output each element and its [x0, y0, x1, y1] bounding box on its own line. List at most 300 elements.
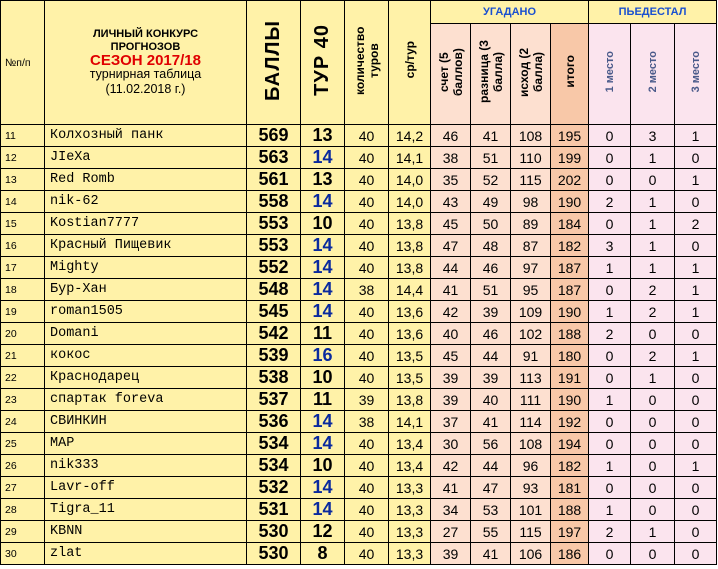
rounds-cell: 40 [345, 191, 389, 213]
rank-cell: 11 [1, 125, 45, 147]
participant-name: СВИНКИН [45, 411, 247, 433]
tour-cell: 14 [301, 477, 345, 499]
place3-cell: 0 [675, 147, 717, 169]
outcome-cell: 102 [511, 323, 551, 345]
diff-cell: 39 [471, 367, 511, 389]
table-row [1, 477, 717, 499]
place3-cell: 1 [675, 279, 717, 301]
tour-cell: 14 [301, 147, 345, 169]
place2-cell: 1 [631, 367, 675, 389]
table-row [1, 213, 717, 235]
place3-cell: 0 [675, 543, 717, 565]
place2-cell: 1 [631, 213, 675, 235]
place3-cell: 0 [675, 433, 717, 455]
table-row [1, 279, 717, 301]
avg-cell: 13,3 [389, 499, 431, 521]
avg-cell: 14,0 [389, 169, 431, 191]
participant-name: JIеXа [45, 147, 247, 169]
place3-cell: 0 [675, 499, 717, 521]
date-label: (11.02.2018 г.) [105, 82, 186, 96]
place1-cell: 1 [589, 257, 631, 279]
avg-cell: 14,1 [389, 147, 431, 169]
table-row [1, 411, 717, 433]
score-cell: 45 [431, 213, 471, 235]
participant-name: Красный Пищевик [45, 235, 247, 257]
avg-cell: 13,4 [389, 455, 431, 477]
outcome-cell: 108 [511, 125, 551, 147]
place2-cell: 0 [631, 455, 675, 477]
diff-cell: 51 [471, 279, 511, 301]
score-cell: 41 [431, 477, 471, 499]
rounds-cell: 40 [345, 455, 389, 477]
score-cell: 27 [431, 521, 471, 543]
col-rounds-header: количество туров [345, 1, 389, 125]
tour-cell: 10 [301, 213, 345, 235]
avg-cell: 13,3 [389, 543, 431, 565]
avg-cell: 13,8 [389, 213, 431, 235]
tour-cell: 14 [301, 257, 345, 279]
outcome-cell: 98 [511, 191, 551, 213]
col-total-header: итого [551, 24, 589, 125]
place1-cell: 1 [589, 455, 631, 477]
outcome-cell: 115 [511, 169, 551, 191]
participant-name: Колхозный панк [45, 125, 247, 147]
rounds-cell: 40 [345, 257, 389, 279]
place1-cell: 0 [589, 125, 631, 147]
outcome-cell: 111 [511, 389, 551, 411]
points-cell: 530 [247, 521, 301, 543]
tour-cell: 10 [301, 455, 345, 477]
tour-cell: 14 [301, 235, 345, 257]
place3-cell: 0 [675, 389, 717, 411]
total-cell: 192 [551, 411, 589, 433]
place1-cell: 2 [589, 323, 631, 345]
place3-cell: 2 [675, 213, 717, 235]
score-cell: 34 [431, 499, 471, 521]
points-cell: 530 [247, 543, 301, 565]
score-cell: 39 [431, 367, 471, 389]
points-cell: 531 [247, 499, 301, 521]
rank-cell: 19 [1, 301, 45, 323]
rank-cell: 21 [1, 345, 45, 367]
place2-cell: 2 [631, 301, 675, 323]
points-cell: 538 [247, 367, 301, 389]
outcome-cell: 113 [511, 367, 551, 389]
diff-cell: 53 [471, 499, 511, 521]
score-cell: 38 [431, 147, 471, 169]
tour-cell: 13 [301, 169, 345, 191]
table-row [1, 323, 717, 345]
diff-cell: 49 [471, 191, 511, 213]
outcome-cell: 96 [511, 455, 551, 477]
place2-cell: 1 [631, 147, 675, 169]
rank-cell: 12 [1, 147, 45, 169]
rank-cell: 13 [1, 169, 45, 191]
score-cell: 40 [431, 323, 471, 345]
place3-cell: 0 [675, 411, 717, 433]
outcome-cell: 93 [511, 477, 551, 499]
score-cell: 42 [431, 301, 471, 323]
total-cell: 180 [551, 345, 589, 367]
outcome-cell: 109 [511, 301, 551, 323]
season-label: СЕЗОН 2017/18 [90, 52, 201, 69]
place2-cell: 1 [631, 257, 675, 279]
place1-cell: 2 [589, 521, 631, 543]
total-cell: 199 [551, 147, 589, 169]
participant-name: Mighty [45, 257, 247, 279]
place1-cell: 0 [589, 213, 631, 235]
outcome-cell: 91 [511, 345, 551, 367]
score-cell: 35 [431, 169, 471, 191]
avg-cell: 13,6 [389, 323, 431, 345]
tour-cell: 11 [301, 389, 345, 411]
points-cell: 542 [247, 323, 301, 345]
avg-cell: 14,0 [389, 191, 431, 213]
place2-cell: 2 [631, 345, 675, 367]
col-place2-header: 2 место [631, 24, 675, 125]
table-row [1, 367, 717, 389]
rounds-cell: 40 [345, 499, 389, 521]
score-cell: 47 [431, 235, 471, 257]
rounds-cell: 40 [345, 235, 389, 257]
rounds-cell: 40 [345, 213, 389, 235]
outcome-cell: 110 [511, 147, 551, 169]
place3-cell: 1 [675, 455, 717, 477]
tour-cell: 14 [301, 499, 345, 521]
diff-cell: 51 [471, 147, 511, 169]
points-cell: 539 [247, 345, 301, 367]
rank-cell: 14 [1, 191, 45, 213]
outcome-cell: 106 [511, 543, 551, 565]
place1-cell: 0 [589, 543, 631, 565]
rounds-cell: 40 [345, 521, 389, 543]
outcome-cell: 115 [511, 521, 551, 543]
diff-cell: 46 [471, 257, 511, 279]
place2-cell: 2 [631, 279, 675, 301]
avg-cell: 14,2 [389, 125, 431, 147]
diff-cell: 48 [471, 235, 511, 257]
rank-cell: 30 [1, 543, 45, 565]
total-cell: 181 [551, 477, 589, 499]
participant-name: MAP [45, 433, 247, 455]
place2-cell: 0 [631, 411, 675, 433]
rounds-cell: 40 [345, 345, 389, 367]
total-cell: 195 [551, 125, 589, 147]
score-cell: 41 [431, 279, 471, 301]
table-row [1, 125, 717, 147]
rounds-cell: 40 [345, 169, 389, 191]
place3-cell: 1 [675, 301, 717, 323]
place1-cell: 0 [589, 411, 631, 433]
rounds-cell: 40 [345, 543, 389, 565]
rank-cell: 17 [1, 257, 45, 279]
diff-cell: 41 [471, 411, 511, 433]
avg-cell: 13,8 [389, 389, 431, 411]
rounds-cell: 40 [345, 323, 389, 345]
table-row [1, 169, 717, 191]
rank-cell: 20 [1, 323, 45, 345]
participant-name: Краснодарец [45, 367, 247, 389]
tour-cell: 14 [301, 191, 345, 213]
place3-cell: 1 [675, 257, 717, 279]
table-row [1, 345, 717, 367]
diff-cell: 56 [471, 433, 511, 455]
score-cell: 44 [431, 257, 471, 279]
place1-cell: 1 [589, 499, 631, 521]
outcome-cell: 97 [511, 257, 551, 279]
score-cell: 39 [431, 389, 471, 411]
table-row [1, 235, 717, 257]
tour-cell: 16 [301, 345, 345, 367]
points-cell: 536 [247, 411, 301, 433]
score-cell: 43 [431, 191, 471, 213]
tour-cell: 14 [301, 279, 345, 301]
participant-name: Бур-Хан [45, 279, 247, 301]
avg-cell: 13,8 [389, 257, 431, 279]
place1-cell: 0 [589, 433, 631, 455]
col-place1-header: 1 место [589, 24, 631, 125]
tour-cell: 14 [301, 411, 345, 433]
place2-cell: 0 [631, 389, 675, 411]
participant-name: спартак foreva [45, 389, 247, 411]
participant-name: nik333 [45, 455, 247, 477]
points-cell: 552 [247, 257, 301, 279]
points-cell: 561 [247, 169, 301, 191]
place1-cell: 0 [589, 345, 631, 367]
participant-name: zlat [45, 543, 247, 565]
participant-name: Lavr-off [45, 477, 247, 499]
place3-cell: 0 [675, 367, 717, 389]
group-podium: ПЬЕДЕСТАЛ [589, 1, 717, 24]
col-avg-header: ср/тур [389, 1, 431, 125]
rounds-cell: 38 [345, 279, 389, 301]
table-row [1, 433, 717, 455]
score-cell: 42 [431, 455, 471, 477]
participant-name: KBNN [45, 521, 247, 543]
tour-cell: 14 [301, 433, 345, 455]
participant-name: кокос [45, 345, 247, 367]
place2-cell: 0 [631, 499, 675, 521]
table-row [1, 191, 717, 213]
total-cell: 188 [551, 499, 589, 521]
score-cell: 30 [431, 433, 471, 455]
total-cell: 182 [551, 455, 589, 477]
rank-cell: 27 [1, 477, 45, 499]
avg-cell: 13,3 [389, 477, 431, 499]
rank-cell: 29 [1, 521, 45, 543]
total-cell: 186 [551, 543, 589, 565]
participant-name: Tigra_11 [45, 499, 247, 521]
tour-cell: 11 [301, 323, 345, 345]
outcome-cell: 108 [511, 433, 551, 455]
rank-cell: 28 [1, 499, 45, 521]
rounds-cell: 40 [345, 125, 389, 147]
score-cell: 37 [431, 411, 471, 433]
col-tour-header: ТУР 40 [301, 1, 345, 125]
rank-cell: 18 [1, 279, 45, 301]
total-cell: 190 [551, 301, 589, 323]
total-cell: 190 [551, 191, 589, 213]
rank-cell: 25 [1, 433, 45, 455]
points-cell: 534 [247, 455, 301, 477]
table-row [1, 499, 717, 521]
outcome-cell: 101 [511, 499, 551, 521]
group-guessed: УГАДАНО [431, 1, 589, 24]
tour-cell: 8 [301, 543, 345, 565]
place1-cell: 1 [589, 301, 631, 323]
avg-cell: 13,4 [389, 433, 431, 455]
place2-cell: 0 [631, 477, 675, 499]
standings-body [1, 125, 717, 565]
place3-cell: 0 [675, 191, 717, 213]
place2-cell: 0 [631, 323, 675, 345]
points-cell: 534 [247, 433, 301, 455]
place2-cell: 3 [631, 125, 675, 147]
col-place3-header: 3 место [675, 24, 717, 125]
total-cell: 187 [551, 279, 589, 301]
points-cell: 532 [247, 477, 301, 499]
diff-cell: 55 [471, 521, 511, 543]
outcome-cell: 89 [511, 213, 551, 235]
tour-cell: 13 [301, 125, 345, 147]
rank-cell: 26 [1, 455, 45, 477]
rank-cell: 22 [1, 367, 45, 389]
place1-cell: 0 [589, 367, 631, 389]
rounds-cell: 40 [345, 301, 389, 323]
table-row [1, 257, 717, 279]
avg-cell: 13,6 [389, 301, 431, 323]
diff-cell: 46 [471, 323, 511, 345]
diff-cell: 47 [471, 477, 511, 499]
outcome-cell: 87 [511, 235, 551, 257]
table-row [1, 147, 717, 169]
place1-cell: 3 [589, 235, 631, 257]
place3-cell: 1 [675, 169, 717, 191]
rank-cell: 16 [1, 235, 45, 257]
participant-name: nik-62 [45, 191, 247, 213]
num-header: №п/п [1, 1, 45, 125]
score-cell: 39 [431, 543, 471, 565]
total-cell: 197 [551, 521, 589, 543]
points-cell: 558 [247, 191, 301, 213]
tour-cell: 12 [301, 521, 345, 543]
subtitle: турнирная таблица [89, 67, 202, 81]
diff-cell: 41 [471, 125, 511, 147]
tour-cell: 14 [301, 301, 345, 323]
table-row [1, 389, 717, 411]
place1-cell: 2 [589, 191, 631, 213]
participant-name: Kostian7777 [45, 213, 247, 235]
place3-cell: 0 [675, 521, 717, 543]
table-row [1, 521, 717, 543]
points-cell: 553 [247, 213, 301, 235]
rank-cell: 24 [1, 411, 45, 433]
total-cell: 202 [551, 169, 589, 191]
outcome-cell: 114 [511, 411, 551, 433]
table-row [1, 455, 717, 477]
place2-cell: 1 [631, 191, 675, 213]
col-points-header: БАЛЛЫ [247, 1, 301, 125]
total-cell: 194 [551, 433, 589, 455]
title-line2: ПРОГНОЗОВ [110, 41, 181, 53]
place3-cell: 0 [675, 235, 717, 257]
place1-cell: 1 [589, 389, 631, 411]
col-score-header: счет (5 баллов) [431, 24, 471, 125]
score-cell: 45 [431, 345, 471, 367]
participant-name: Domani [45, 323, 247, 345]
diff-cell: 52 [471, 169, 511, 191]
points-cell: 553 [247, 235, 301, 257]
points-cell: 569 [247, 125, 301, 147]
place3-cell: 0 [675, 477, 717, 499]
total-cell: 188 [551, 323, 589, 345]
outcome-cell: 95 [511, 279, 551, 301]
participant-name: roman1505 [45, 301, 247, 323]
points-cell: 548 [247, 279, 301, 301]
points-cell: 545 [247, 301, 301, 323]
diff-cell: 40 [471, 389, 511, 411]
avg-cell: 14,4 [389, 279, 431, 301]
rounds-cell: 40 [345, 433, 389, 455]
points-cell: 563 [247, 147, 301, 169]
points-cell: 537 [247, 389, 301, 411]
title-line1: ЛИЧНЫЙ КОНКУРС [92, 28, 199, 40]
table-title [45, 1, 247, 125]
avg-cell: 13,5 [389, 367, 431, 389]
avg-cell: 14,1 [389, 411, 431, 433]
col-diff-header: разница (3 балла) [471, 24, 511, 125]
place3-cell: 0 [675, 323, 717, 345]
place2-cell: 0 [631, 433, 675, 455]
rounds-cell: 40 [345, 367, 389, 389]
place2-cell: 1 [631, 521, 675, 543]
rank-cell: 23 [1, 389, 45, 411]
place3-cell: 1 [675, 125, 717, 147]
score-cell: 46 [431, 125, 471, 147]
total-cell: 190 [551, 389, 589, 411]
rounds-cell: 38 [345, 411, 389, 433]
place1-cell: 0 [589, 279, 631, 301]
place1-cell: 0 [589, 477, 631, 499]
total-cell: 182 [551, 235, 589, 257]
place3-cell: 1 [675, 345, 717, 367]
diff-cell: 44 [471, 455, 511, 477]
participant-name: Red Romb [45, 169, 247, 191]
place2-cell: 0 [631, 543, 675, 565]
avg-cell: 13,3 [389, 521, 431, 543]
col-outcome-header: исход (2 балла) [511, 24, 551, 125]
place1-cell: 0 [589, 169, 631, 191]
total-cell: 184 [551, 213, 589, 235]
avg-cell: 13,5 [389, 345, 431, 367]
diff-cell: 39 [471, 301, 511, 323]
rounds-cell: 40 [345, 147, 389, 169]
table-row [1, 301, 717, 323]
avg-cell: 13,8 [389, 235, 431, 257]
tour-cell: 10 [301, 367, 345, 389]
diff-cell: 50 [471, 213, 511, 235]
place1-cell: 0 [589, 147, 631, 169]
diff-cell: 44 [471, 345, 511, 367]
table-row [1, 543, 717, 565]
total-cell: 191 [551, 367, 589, 389]
diff-cell: 41 [471, 543, 511, 565]
place2-cell: 1 [631, 235, 675, 257]
total-cell: 187 [551, 257, 589, 279]
place2-cell: 0 [631, 169, 675, 191]
rounds-cell: 39 [345, 389, 389, 411]
rank-cell: 15 [1, 213, 45, 235]
